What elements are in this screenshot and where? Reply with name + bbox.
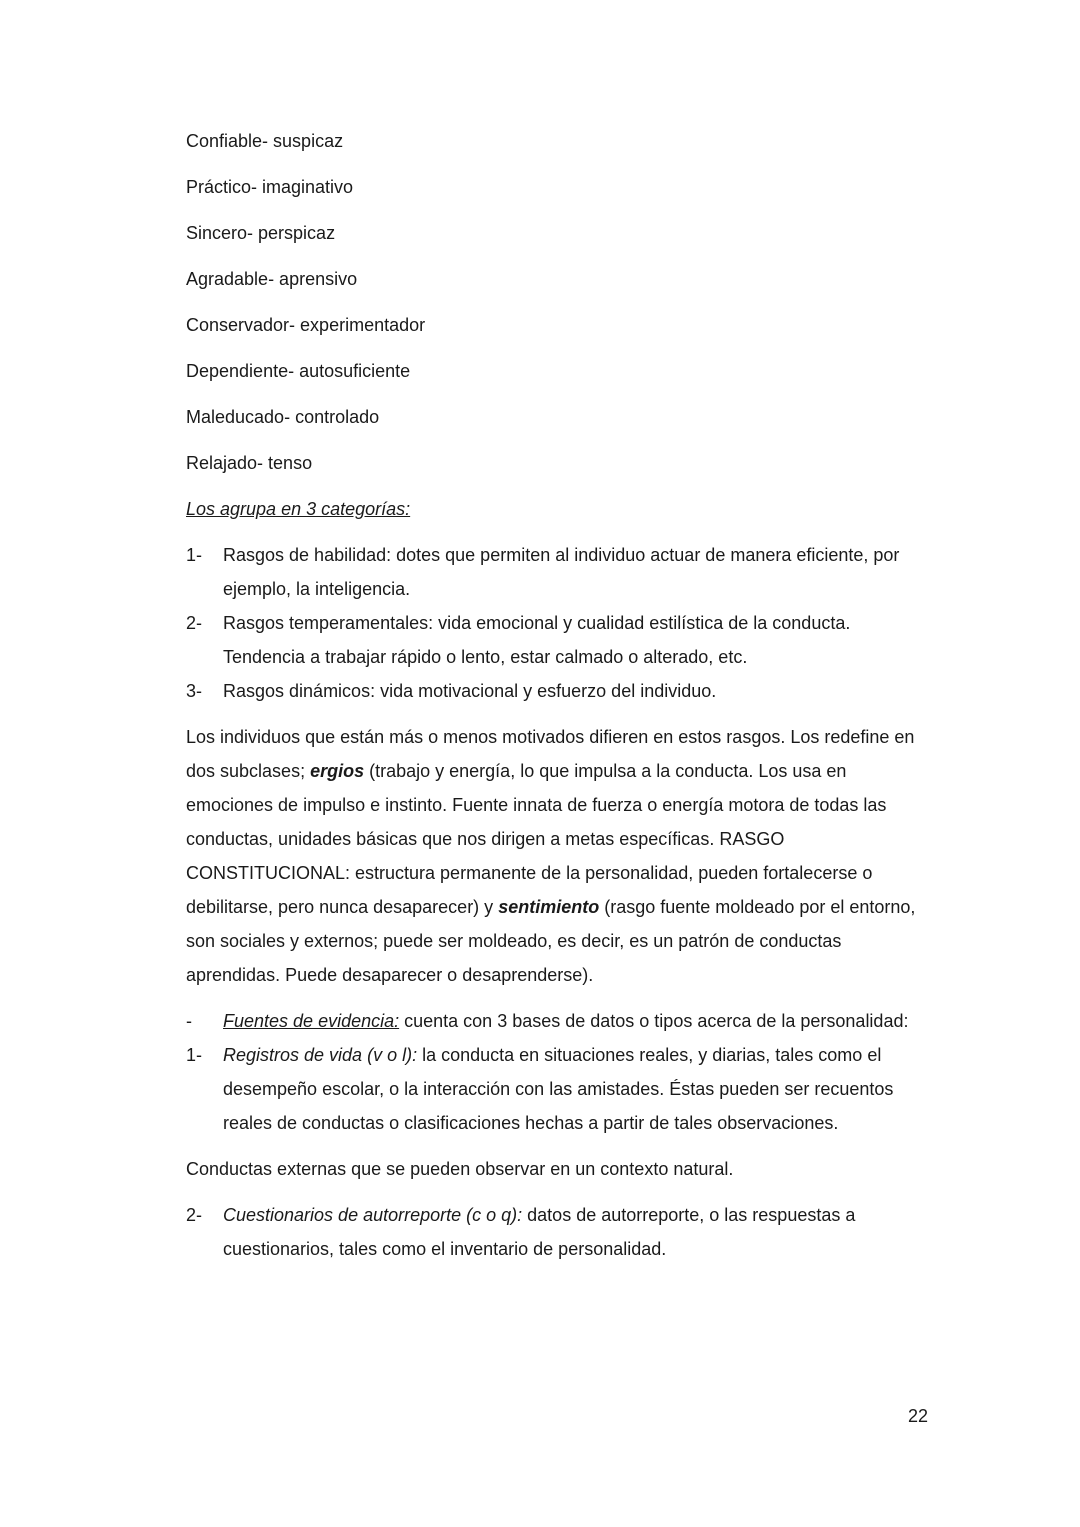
category-item-2-number: 2- <box>186 613 203 633</box>
evidence-item-2-lead: Cuestionarios de autorreporte (c o q): <box>223 1205 523 1225</box>
document-content <box>186 124 934 1278</box>
word-pair-7: Maleducado- controlado <box>186 407 380 427</box>
evidence-item-1-lead: Registros de vida (v o l): <box>223 1045 418 1065</box>
word-pair-8: Relajado- tenso <box>186 453 313 473</box>
evidence-item-1-text <box>223 1038 934 1140</box>
category-item-3-text: Rasgos dinámicos: vida motivacional y esfuerzo del individuo. <box>223 681 717 701</box>
category-item-1-number: 1- <box>186 545 203 565</box>
category-item-1-text: Rasgos de habilidad: dotes que permiten al individuo actuar de manera eficiente, por ejemplo, la inteligencia. <box>223 545 900 599</box>
evidence-item-1-number: 1- <box>186 1045 203 1065</box>
evidence-heading-rest: cuenta con 3 bases de datos o tipos acerca de la personalidad: <box>399 1011 909 1031</box>
evidence-item-2-number: 2- <box>186 1205 203 1225</box>
evidence-dash-marker: - <box>186 1011 192 1031</box>
evidence-heading-text <box>223 1004 934 1038</box>
category-item-1 <box>186 538 934 606</box>
evidence-heading-title: Fuentes de evidencia: <box>223 1011 400 1031</box>
evidence-item-1 <box>186 1038 934 1140</box>
motivation-seg-3: (rasgo fuente moldeado por el entorno, son sociales y externos; puede ser moldeado, es decir, es un patrón de conductas aprendidas. Puede desaparecer o desaprenderse). <box>186 897 916 985</box>
evidence-item-1-rest: la conducta en situaciones reales, y diarias, tales como el desempeño escolar, o la interacción con las amistades. Éstas pueden ser recuentos reales de conductas o clasificaciones hechas a partir de tales observaciones. <box>223 1045 894 1133</box>
categories-heading-line <box>186 492 934 526</box>
evidence-item-2-text <box>223 1198 934 1266</box>
word-pair-6: Dependiente- autosuficiente <box>186 361 411 381</box>
motivation-seg-2: (trabajo y energía, lo que impulsa a la conducta. Los usa en emociones de impulso e instinto. Fuente innata de fuerza o energía motora de todas las conductas, unidades básicas que nos dirigen a metas específicas. RASGO CONSTITUCIONAL: estructura permanente de la personalidad, pueden fortalecerse o debilitarse, pero nunca desaparecer) y <box>186 761 887 917</box>
evidence-item-2-rest: datos de autorreporte, o las respuestas a cuestionarios, tales como el inventario de personalidad. <box>223 1205 856 1259</box>
motivation-seg-1: Los individuos que están más o menos motivados difieren en estos rasgos. Los redefine en dos subclases; <box>186 727 915 781</box>
motivation-paragraph <box>186 720 934 992</box>
evidence-section <box>186 1004 934 1140</box>
term-ergios: ergios <box>310 761 365 781</box>
category-item-3-number: 3- <box>186 681 203 701</box>
term-sentimiento: sentimiento <box>498 897 600 917</box>
word-pair-4: Agradable- aprensivo <box>186 269 358 289</box>
categories-list <box>186 538 934 708</box>
external-note-paragraph: Conductas externas que se pueden observar en un contexto natural. <box>186 1159 734 1179</box>
word-pair-3: Sincero- perspicaz <box>186 223 336 243</box>
word-pair-2: Práctico- imaginativo <box>186 177 354 197</box>
word-pair-1: Confiable- suspicaz <box>186 131 344 151</box>
category-item-2-text: Rasgos temperamentales: vida emocional y cualidad estilística de la conducta. Tendencia a trabajar rápido o lento, estar calmado o alterado, etc. <box>223 613 851 667</box>
evidence-item-2 <box>186 1198 934 1266</box>
evidence-item-2-block <box>186 1198 934 1266</box>
evidence-heading-item <box>186 1004 934 1038</box>
category-item-2 <box>186 606 934 674</box>
word-pair-5: Conservador- experimentador <box>186 315 426 335</box>
page-number: 22 <box>907 1406 928 1426</box>
category-item-3 <box>186 674 934 708</box>
categories-heading: Los agrupa en 3 categorías: <box>186 499 411 519</box>
